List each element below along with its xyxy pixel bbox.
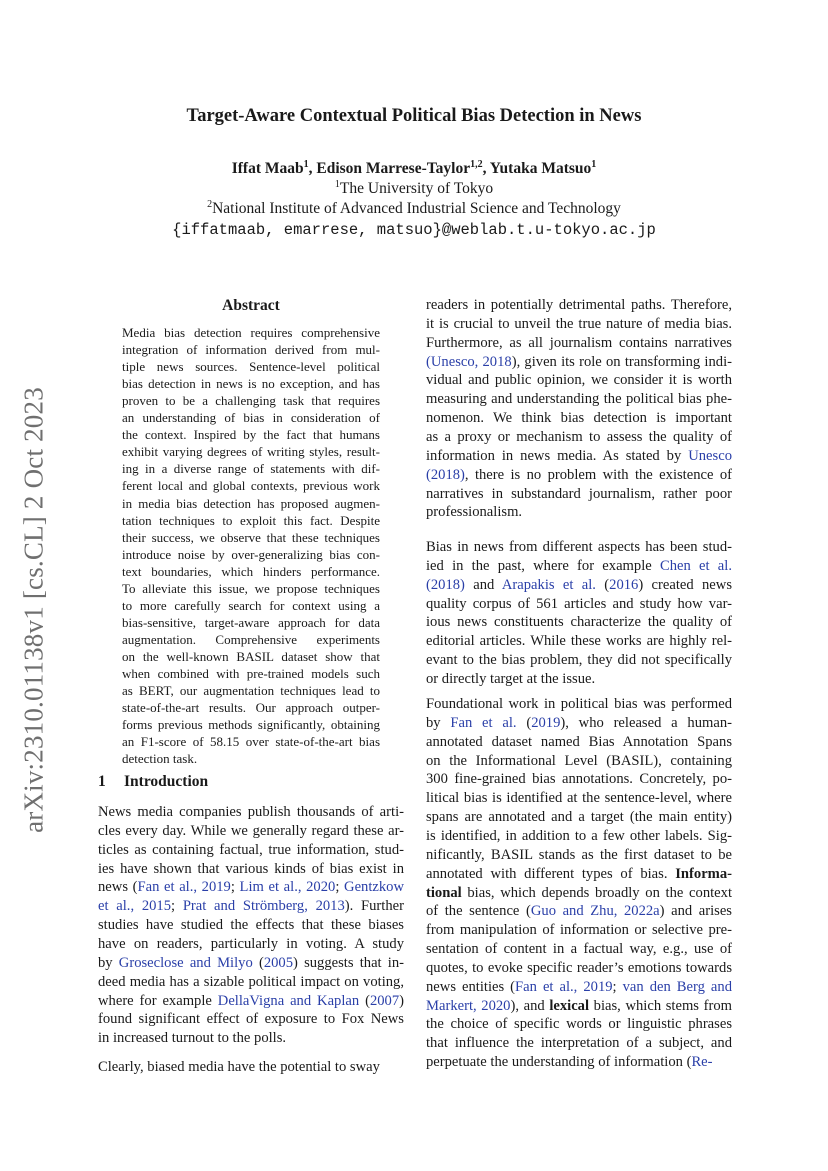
text-segment: ; xyxy=(230,879,240,896)
section-number: 1 xyxy=(98,773,106,790)
author-affiliation-marker: 1,2 xyxy=(470,158,483,170)
citation-link[interactable]: Chen et al. xyxy=(659,557,732,574)
abstract-line: integration of information derived from mul- xyxy=(122,342,380,358)
text-segment: news entities ( xyxy=(426,978,516,995)
text-segment: cles every day. While we generally regard these ar- xyxy=(98,822,404,839)
section-heading-introduction xyxy=(98,773,208,791)
abstract-line: to more carefully search for context using a xyxy=(122,597,380,613)
abstract-line: the context. Inspired by the fact that humans xyxy=(122,427,380,443)
citation-link[interactable]: ( xyxy=(426,353,431,370)
text-segment: Clearly, biased media have the potential to sway xyxy=(98,1059,380,1075)
abstract-line: ing in a diverse range of statements with dif- xyxy=(122,461,380,477)
text-segment: ) xyxy=(399,992,405,1009)
text-line xyxy=(426,466,732,485)
text-segment: ious news constituents characterize the quality of xyxy=(426,614,732,631)
text-line xyxy=(98,1058,404,1077)
text-segment: editorial articles. While these works are highly rel- xyxy=(426,633,732,650)
text-line xyxy=(98,1010,404,1029)
arxiv-identifier-sidebar xyxy=(14,375,54,845)
text-line xyxy=(426,921,732,940)
text-line xyxy=(98,992,404,1011)
citation-link[interactable]: (2018) xyxy=(426,466,465,483)
author-name: Edison Marrese-Taylor xyxy=(316,160,471,177)
text-segment: ticles as containing factual, true information, stud- xyxy=(98,841,404,858)
text-segment: litical bias is identified at the sentence-level, where xyxy=(426,790,732,807)
text-line xyxy=(426,334,732,353)
citation-link[interactable]: Re- xyxy=(691,1054,713,1071)
text-segment: from manipulation of information or selective pre- xyxy=(426,922,732,939)
text-segment: Foundational work in political bias was performed xyxy=(426,696,732,712)
text-line xyxy=(98,935,404,954)
text-line xyxy=(426,447,732,466)
text-segment: News media companies publish thousands of arti- xyxy=(98,804,404,820)
text-segment: ( xyxy=(359,992,370,1009)
text-segment: as a proxy or mechanism to assess the quality of xyxy=(426,428,732,445)
text-line xyxy=(426,1053,732,1072)
citation-link[interactable]: 2005 xyxy=(263,954,294,971)
affiliation-2-marker: 2 xyxy=(207,198,213,210)
abstract-line: augmentation. Comprehensive experiments xyxy=(122,631,380,647)
citation-link[interactable]: et al., 2015 xyxy=(98,898,172,915)
text-segment: 300 fine-grained bias annotations. Concretely, po- xyxy=(426,771,732,788)
text-line xyxy=(426,940,732,959)
citation-link[interactable]: Groseclose and Milyo xyxy=(118,954,253,971)
text-line xyxy=(426,997,732,1016)
text-segment: evant to the bias problem, they did not specifically xyxy=(426,652,732,669)
text-line xyxy=(426,632,732,651)
citation-link[interactable]: Prat and Strömberg, 2013 xyxy=(182,898,345,915)
text-line xyxy=(426,409,732,428)
text-line xyxy=(426,770,732,789)
text-line xyxy=(426,485,732,504)
text-line xyxy=(426,296,732,315)
citation-link[interactable]: Arapakis et al. xyxy=(501,576,596,593)
author-affiliation-marker: 1 xyxy=(303,158,309,170)
citation-link[interactable]: Fan et al., 2019 xyxy=(515,978,613,995)
text-line xyxy=(98,841,404,860)
text-line xyxy=(426,353,732,372)
text-segment: readers in potentially detrimental paths. Therefore, xyxy=(426,297,732,313)
paper-title: Target-Aware Contextual Political Bias Detection in News xyxy=(186,106,642,126)
text-segment: or directly target at the issue. xyxy=(426,670,596,687)
citation-link[interactable]: Unesco, 2018 xyxy=(430,353,512,370)
text-line xyxy=(98,822,404,841)
text-segment: ( xyxy=(516,714,532,731)
text-segment: , there is no problem with the existence of xyxy=(464,466,732,483)
author-affiliation-marker: 1 xyxy=(591,158,597,170)
text-segment: narratives in substandard journalism, rather poor xyxy=(426,485,732,502)
text-segment: by xyxy=(426,714,451,731)
text-segment: have on readers, particularly in voting. A study xyxy=(98,935,404,952)
emphasized-term: Informa- xyxy=(675,865,732,882)
text-segment: quality corpus of 561 articles and study how var- xyxy=(426,595,732,612)
abstract-line: Media bias detection requires comprehensive xyxy=(122,325,380,340)
text-segment: in increased turnout to the polls. xyxy=(98,1030,287,1047)
text-segment: ) created news xyxy=(638,576,732,593)
text-segment: ied in the past, where for example xyxy=(426,557,660,574)
text-segment: information in news media. As stated by xyxy=(426,447,689,464)
citation-link[interactable]: 2007 xyxy=(369,992,400,1009)
text-line xyxy=(426,978,732,997)
text-line xyxy=(426,1034,732,1053)
text-line xyxy=(98,897,404,916)
text-segment: ), who released a human- xyxy=(560,714,732,731)
emphasized-term: lexical xyxy=(549,997,590,1014)
text-line xyxy=(426,733,732,752)
abstract-line: tiple news sources. Sentence-level political xyxy=(122,359,380,375)
citation-link[interactable]: Fan et al., 2019 xyxy=(137,879,231,896)
text-segment: ; xyxy=(612,978,623,995)
citation-link[interactable]: Unesco xyxy=(688,447,732,464)
text-line xyxy=(426,595,732,614)
text-line xyxy=(426,865,732,884)
text-segment: annotated dataset named Bias Annotation Spans xyxy=(426,733,732,750)
text-segment: perpetuate the understanding of information ( xyxy=(426,1054,692,1071)
text-segment: spans are annotated and a target (the main entity) xyxy=(426,809,732,826)
text-segment: where for example xyxy=(98,992,218,1009)
text-line xyxy=(98,954,404,973)
abstract-line: an understanding of bias in consideration of xyxy=(122,410,380,426)
author-name: Yutaka Matsuo xyxy=(489,160,592,177)
abstract-line: an F1-score of 58.15 over state-of-the-art bias xyxy=(122,734,380,750)
abstract-line: forms previous methods significantly, obtaining xyxy=(122,717,380,733)
arxiv-identifier: arXiv:2310.01138v1 [cs.CL] 2 Oct 2023 xyxy=(18,387,49,833)
text-segment: that influence the interpretation of a subject, and xyxy=(426,1035,732,1052)
text-line xyxy=(98,878,404,897)
text-line xyxy=(426,538,732,557)
citation-link[interactable]: van den Berg and xyxy=(622,978,732,995)
text-segment: ( xyxy=(252,954,264,971)
text-line xyxy=(426,959,732,978)
text-line xyxy=(426,827,732,846)
abstract-line: tation techniques to exploit this fact. Despite xyxy=(122,512,380,528)
affiliation-1-marker: 1 xyxy=(334,178,340,190)
text-line xyxy=(426,576,732,595)
citation-link[interactable]: (2018) xyxy=(426,576,465,593)
abstract-line: ferent local and global contexts, previous work xyxy=(122,478,380,494)
text-line xyxy=(426,315,732,334)
abstract-line: bias-sensitive, target-aware approach for data xyxy=(122,614,380,630)
text-segment: ). Further xyxy=(344,898,404,915)
text-segment: ies have shown that various kinds of bias exist in xyxy=(98,860,404,877)
author-emails: {iffatmaab, emarrese, matsuo}@weblab.t.u-tokyo.ac.jp xyxy=(172,221,656,239)
text-line xyxy=(426,390,732,409)
text-line xyxy=(426,503,732,522)
abstract-line: exhibit varying degrees of writing styles, result- xyxy=(122,444,380,460)
affiliation-1 xyxy=(0,180,828,198)
text-line xyxy=(98,860,404,879)
text-line xyxy=(426,902,732,921)
text-line xyxy=(426,789,732,808)
text-line xyxy=(98,1029,404,1048)
text-segment: ; xyxy=(171,898,183,915)
text-line xyxy=(426,714,732,733)
abstract-line: as BERT, our augmentation techniques lead to xyxy=(122,683,380,699)
abstract-line: detection task. xyxy=(122,751,198,767)
text-segment: bias, which depends broadly on the context xyxy=(461,884,732,901)
text-line xyxy=(426,808,732,827)
text-segment: by xyxy=(98,954,119,971)
affiliation-2 xyxy=(0,200,828,218)
text-segment: nificantly, BASIL stands as the first dataset to be xyxy=(426,846,732,863)
text-segment: Bias in news from different aspects has been stud- xyxy=(426,539,732,555)
abstract-line: proven to be a challenging task that requires xyxy=(122,393,380,409)
text-segment: is identified, in addition to a few other labels. Sig- xyxy=(426,827,732,844)
citation-link[interactable]: DellaVigna and Kaplan xyxy=(217,992,360,1009)
text-segment: news ( xyxy=(98,879,138,896)
text-segment: studies have studied the effects that these biases xyxy=(98,917,404,934)
abstract-line: when combined with pre-trained models such xyxy=(122,666,380,681)
text-segment: it is crucial to unveil the true nature of media bias. xyxy=(426,315,732,332)
text-line xyxy=(98,973,404,992)
text-segment: deed media has a sizable political impact on voting, xyxy=(98,973,404,990)
text-segment: ( xyxy=(595,576,610,593)
citation-link[interactable]: Guo and Zhu, 2022a xyxy=(530,903,660,920)
text-segment: quotes, to evoke specific reader’s emotions towards xyxy=(426,959,732,976)
text-line xyxy=(426,371,732,390)
citation-link[interactable]: 2019 xyxy=(531,714,561,731)
text-segment: and xyxy=(464,576,502,593)
text-segment: ) and arises xyxy=(659,903,732,920)
author-list: Iffat Maab$^1$, Edison Marrese-Taylor$^{1,2}$, Yutaka Matsuo$^1$ xyxy=(231,158,597,177)
emphasized-term: tional xyxy=(426,884,462,901)
text-segment: Furthermore, as all journalism contains narratives xyxy=(426,334,732,351)
abstract-line: introduce noise by over-generalizing bias con- xyxy=(122,546,380,562)
text-line xyxy=(426,651,732,670)
text-segment: measuring and understanding the political bias phe- xyxy=(426,391,732,408)
text-line xyxy=(426,695,732,714)
text-segment: on the Informational Level (BASIL), containing xyxy=(426,752,732,769)
text-line xyxy=(426,884,732,903)
text-segment: the choice of specific words or linguistic phrases xyxy=(426,1016,732,1033)
citation-link[interactable]: Markert, 2020 xyxy=(426,997,511,1014)
citation-link[interactable]: Gentzkow xyxy=(344,879,405,896)
text-line xyxy=(426,557,732,576)
section-title: Introduction xyxy=(124,773,209,790)
text-line xyxy=(426,846,732,865)
affiliation-1-name: The University of Tokyo xyxy=(339,180,494,197)
text-line xyxy=(426,428,732,447)
text-segment: sentation of content in a factual way, e.g., use of xyxy=(426,941,732,958)
text-line xyxy=(426,613,732,632)
affiliation-2-name: National Institute of Advanced Industrial Science and Technology xyxy=(212,200,621,217)
text-line xyxy=(98,916,404,935)
author-name: Iffat Maab xyxy=(231,160,304,177)
text-segment: nomenon. We think bias detection is important xyxy=(426,410,732,427)
text-segment: ) suggests that in- xyxy=(293,954,404,971)
citation-link[interactable]: 2016 xyxy=(609,576,639,593)
abstract-line: bias detection in news is no exception, and has xyxy=(122,376,380,392)
abstract-heading: Abstract xyxy=(222,297,280,314)
abstract-line: text boundaries, which hinders performance. xyxy=(122,563,380,579)
text-segment: of the sentence ( xyxy=(426,903,531,920)
text-line xyxy=(426,670,732,689)
abstract-line: state-of-the-art results. Our approach outper- xyxy=(122,700,380,716)
abstract-line: their success, we observe that these techniques xyxy=(122,529,380,545)
text-segment: professionalism. xyxy=(426,504,523,521)
text-segment: bias, which stems from xyxy=(589,997,732,1014)
text-segment: ), and xyxy=(510,997,550,1014)
abstract-line: on the well-known BASIL dataset show that xyxy=(122,648,380,664)
text-segment: ), given its role on transforming indi- xyxy=(511,353,732,370)
text-line xyxy=(98,803,404,822)
text-segment: vidual and public opinion, we consider it is worth xyxy=(426,372,732,389)
text-segment: annotated with different types of bias. xyxy=(426,865,676,882)
abstract-line: To alleviate this issue, we propose techniques xyxy=(122,580,380,596)
text-line xyxy=(426,1015,732,1034)
citation-link[interactable]: Fan et al. xyxy=(450,714,517,731)
text-segment: ; xyxy=(335,879,345,896)
text-line xyxy=(426,752,732,771)
text-segment: found significant effect of exposure to Fox News xyxy=(98,1011,404,1028)
abstract-line: in media bias detection has proposed augmen- xyxy=(122,495,380,511)
citation-link[interactable]: Lim et al., 2020 xyxy=(239,879,336,896)
